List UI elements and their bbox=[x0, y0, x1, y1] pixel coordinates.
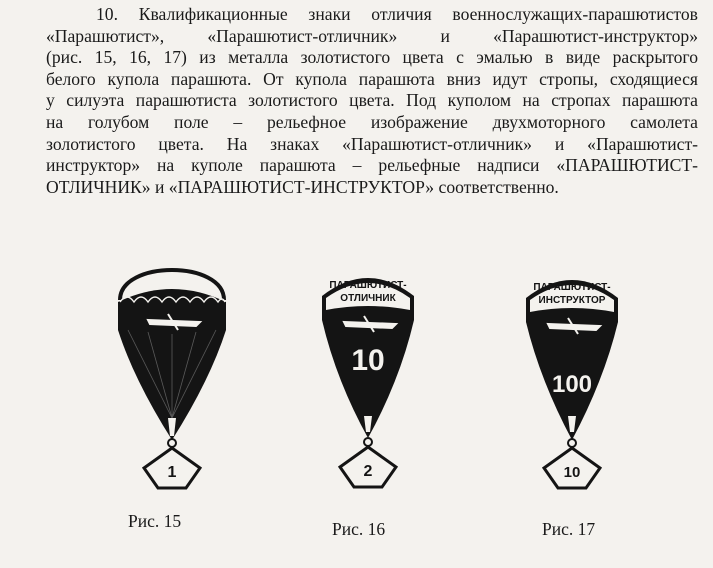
pendant-number: 2 bbox=[363, 463, 373, 480]
paragraph-line: на голубом поле – рельефное изображение двухмоторного самолета bbox=[46, 111, 698, 132]
figure-caption: Рис. 16 bbox=[332, 519, 386, 539]
jump-count: 10 bbox=[351, 344, 385, 377]
badge-parachutist bbox=[118, 270, 226, 488]
badge-parachutist-instructor bbox=[526, 280, 618, 488]
paragraph-line: белого купола парашюта. От купола парашюта вниз идут стропы, сходящиеся bbox=[46, 68, 698, 89]
paragraph-line: инструктор» на куполе парашюта – рельефные надписи «ПАРАШЮТИСТ- bbox=[46, 155, 698, 176]
paragraph-line: ОТЛИЧНИК» и «ПАРАШЮТИСТ-ИНСТРУКТОР» соответственно. bbox=[46, 176, 559, 197]
pendant-number: 10 bbox=[563, 464, 581, 481]
paragraph-line: 10. Квалификационные знаки отличия военнослужащих-парашютистов bbox=[96, 4, 698, 24]
jump-count: 100 bbox=[551, 371, 593, 398]
pendant-number: 1 bbox=[167, 464, 177, 481]
paragraph-line: у силуэта парашютиста золотистого цвета. Под куполом на стропах парашюта bbox=[46, 90, 698, 111]
badge-parachutist-excellent bbox=[322, 278, 414, 487]
figure-caption: Рис. 15 bbox=[128, 511, 182, 531]
paragraph-line: «Парашютист», «Парашютист-отличник» и «Парашютист-инструктор» bbox=[46, 25, 698, 46]
canopy-text-line1: ПАРАШЮТИСТ- bbox=[533, 282, 611, 293]
canopy-text-line2: ОТЛИЧНИК bbox=[340, 293, 396, 304]
canopy-text-line1: ПАРАШЮТИСТ- bbox=[329, 280, 407, 291]
paragraph-line: (рис. 15, 16, 17) из металла золотистого цвета с эмалью в виде раскрытого bbox=[46, 47, 698, 68]
figure-caption: Рис. 17 bbox=[542, 519, 596, 539]
canopy-text-line2: ИНСТРУКТОР bbox=[538, 295, 606, 306]
description-paragraph bbox=[46, 4, 698, 198]
paragraph-line: золотистого цвета. На знаках «Парашютист-отличник» и «Парашютист- bbox=[46, 133, 698, 154]
